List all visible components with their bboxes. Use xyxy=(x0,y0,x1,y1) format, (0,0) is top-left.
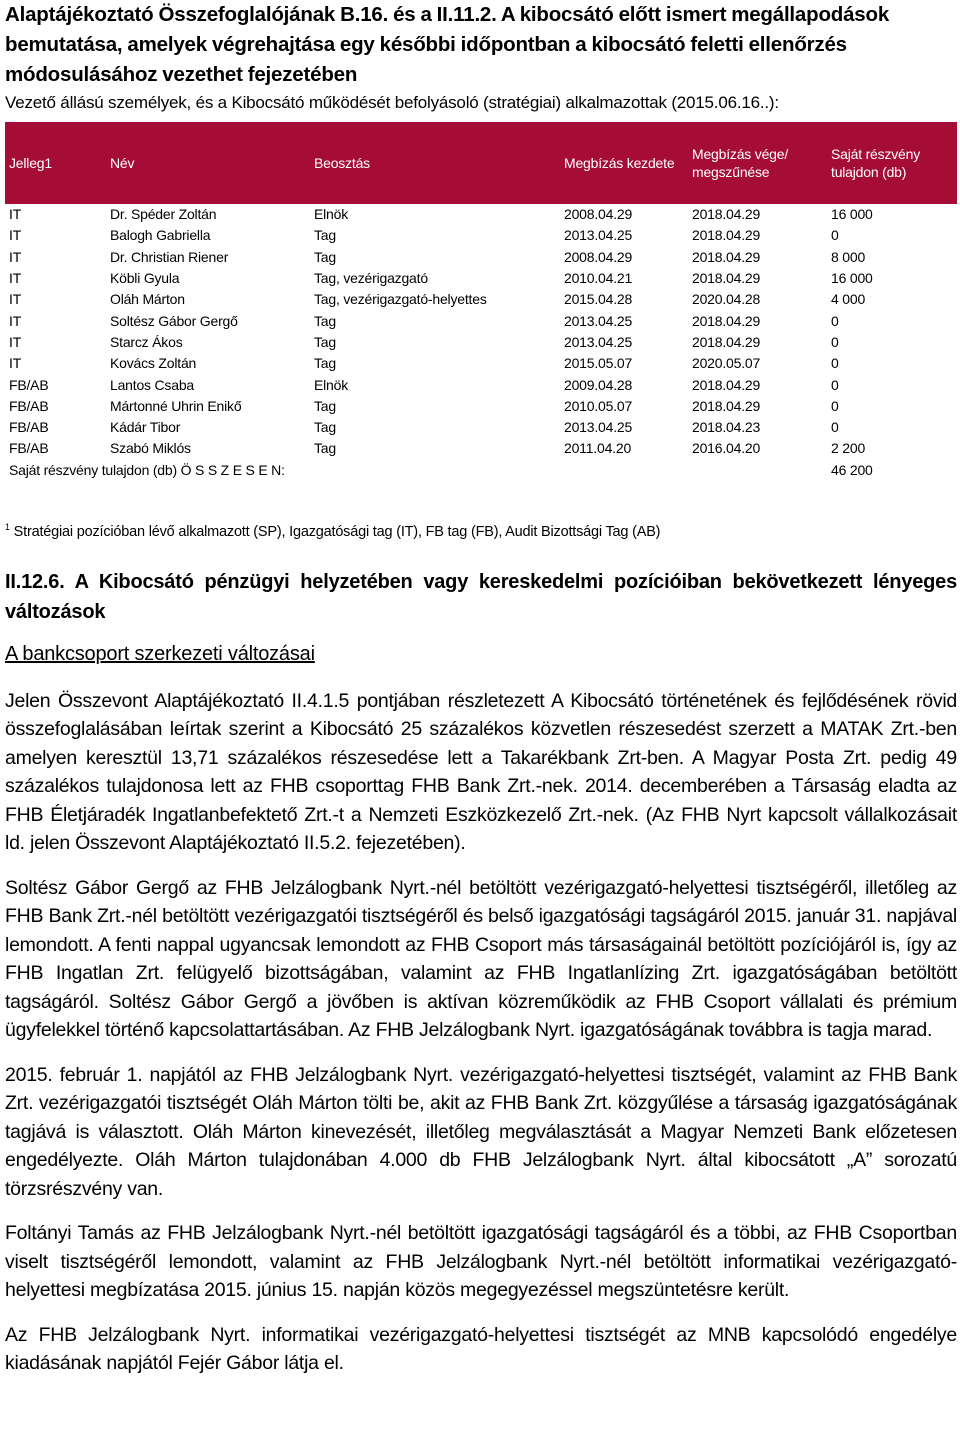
table-row xyxy=(5,289,957,310)
paragraph: Foltányi Tamás az FHB Jelzálogbank Nyrt.-nél betöltött igazgatósági tagságáról és a többi, az FHB Csoportban viselt tisztségéről lemondott, valamint az FHB Jelzálogbank Nyrt.-nél betöltött informatikai vezérigazgató-helyettesi megbízatása 2015. június 15. napján közös megegyezéssel megszüntetésre került. xyxy=(5,1222,957,1302)
table-cell: Tag xyxy=(314,333,336,350)
table-row xyxy=(5,225,957,246)
management-table xyxy=(5,122,957,481)
table-cell: 2018.04.23 xyxy=(692,419,761,436)
table-cell: Tag xyxy=(314,355,336,372)
table-cell: Elnök xyxy=(314,206,349,223)
paragraph: Soltész Gábor Gergő az FHB Jelzálogbank Nyrt.-nél betöltött vezérigazgató-helyettesi tisztségéről, illetőleg az FHB Bank Zrt.-nél betöltött vezérigazgatói tisztségéről és belső igazgatósági tagságáról 2015. január 31. napjával lemondott. A fenti nappal ugyancsak lemondott az FHB Csoport más társaságainál betöltött pozíciójáról is, így az FHB Ingatlan Zrt. felügyelő bizottságában, valamint az FHB Ingatlanlízing Zrt. igazgatóságában betöltött tagságáról. Soltész Gábor Gergő a jövőben is aktívan közreműködik az FHB Csoport vállalati és prémium ügyfelekkel történő kapcsolattartásában. Az FHB Jelzálogbank Nyrt. igazgatóságának továbbra is tagja marad. xyxy=(5,876,957,1042)
table-cell: Dr. Spéder Zoltán xyxy=(110,206,217,223)
table-cell: IT xyxy=(9,248,22,265)
table-cell: Tag, vezérigazgató xyxy=(314,270,428,287)
table-cell: 8 000 xyxy=(831,248,866,265)
table-cell: 0 xyxy=(831,333,839,350)
table-cell: 2013.04.25 xyxy=(564,312,633,329)
table-row xyxy=(5,204,957,225)
table-cell: Mártonné Uhrin Enikő xyxy=(110,397,242,414)
column-header: Saját részvény tulajdon (db) xyxy=(827,122,957,204)
table-cell: Kovács Zoltán xyxy=(110,355,197,372)
table-cell: 2 200 xyxy=(831,440,866,457)
table-cell: FB/AB xyxy=(9,419,49,436)
table-cell: 2013.04.25 xyxy=(564,419,633,436)
table-total-row xyxy=(5,460,957,481)
total-blank-cell xyxy=(560,460,827,481)
table-cell: Balogh Gabriella xyxy=(110,227,211,244)
paragraph: Jelen Összevont Alaptájékoztató II.4.1.5 pontjában részletezett A Kibocsátó történetének és fejlődésének rövid összefoglalásában leírtak szerint a Kibocsátó 25 százalékos közvetlen részesedést szerzett a MATAK Zrt.-ben amelyen keresztül 13,71 százalékos részesedése lett a Takarékbank Zrt-ben. A Magyar Posta Zrt. pedig 49 százalékos tulajdonosa lett az FHB csoporttag FHB Bank Zrt.-nek. 2014. decemberében a Társaság eladta az FHB Életjáradék Ingatlanbefektető Zrt.-t a Nemzeti Eszközkezelő Zrt.-nek. (Az FHB Nyrt kapcsolt vállalkozásait ld. jelen Összevont Alaptájékoztató II.5.2. fejezetében). xyxy=(5,689,957,855)
table-caption: Vezető állású személyek, és a Kibocsátó működését befolyásoló (stratégiai) alkalmazottak (2015.06.16..): xyxy=(5,93,779,112)
table-cell: 0 xyxy=(831,419,839,436)
column-header: Beosztás xyxy=(310,122,560,204)
table-cell: IT xyxy=(9,206,22,223)
paragraph: 2015. február 1. napjától az FHB Jelzálogbank Nyrt. vezérigazgató-helyettesi tisztségét, valamint az FHB Bank Zrt. vezérigazgatói tisztségét Oláh Márton tölti be, akit az FHB Bank Zrt. közgyűlése a társaság igazgatóságának tagjává is választott. Oláh Márton kinevezését, illetőleg megválasztását a Magyar Nemzeti Bank előzetesen engedélyezte. Oláh Márton tulajdonában 4.000 db FHB Jelzálogbank Nyrt. által kibocsátott „A” sorozatú törzsrészvény van. xyxy=(5,1063,957,1200)
table-cell: 2020.04.28 xyxy=(692,291,761,308)
table-row xyxy=(5,247,957,268)
table-cell: 2015.04.28 xyxy=(564,291,633,308)
table-cell: 2009.04.28 xyxy=(564,376,633,393)
footnote-marker: 1 xyxy=(5,521,10,532)
table-row xyxy=(5,268,957,289)
document-page xyxy=(5,0,957,1378)
table-cell: IT xyxy=(9,227,22,244)
table-cell: 0 xyxy=(831,355,839,372)
column-header: Megbízás kezdete xyxy=(560,122,688,204)
footnote-text: Stratégiai pozícióban lévő alkalmazott (SP), Igazgatósági tag (IT), FB tag (FB), Audit Bizottsági Tag (AB) xyxy=(13,523,661,540)
table-row xyxy=(5,396,957,417)
table-cell: Tag xyxy=(314,227,336,244)
table-cell: IT xyxy=(9,312,22,329)
table-header-row xyxy=(5,122,957,204)
table-cell: 2018.04.29 xyxy=(692,270,761,287)
table-row xyxy=(5,374,957,395)
table-cell: FB/AB xyxy=(9,376,49,393)
table-cell: 2018.04.29 xyxy=(692,227,761,244)
table-row xyxy=(5,310,957,331)
table-cell: Lantos Csaba xyxy=(110,376,194,393)
column-header: Név xyxy=(106,122,310,204)
table-cell: 2020.05.07 xyxy=(692,355,761,372)
table-cell: Tag xyxy=(314,312,336,329)
table-cell: FB/AB xyxy=(9,440,49,457)
table-cell: 4 000 xyxy=(831,291,866,308)
table-cell: Tag xyxy=(314,248,336,265)
total-label: Saját részvény tulajdon (db) Ö S S Z E S E N: xyxy=(9,461,285,478)
body-text xyxy=(5,687,957,1378)
table-cell: Szabó Miklós xyxy=(110,440,191,457)
table-cell: 0 xyxy=(831,376,839,393)
table-cell: Tag xyxy=(314,440,336,457)
footnote xyxy=(5,518,957,541)
table-cell: IT xyxy=(9,291,22,308)
table-cell: 2008.04.29 xyxy=(564,206,633,223)
table-cell: 2010.05.07 xyxy=(564,397,633,414)
table-cell: Starcz Ákos xyxy=(110,333,183,350)
table-cell: 2011.04.20 xyxy=(564,440,632,457)
column-header: Megbízás vége/ megszűnése xyxy=(688,122,827,204)
table-cell: 2018.04.29 xyxy=(692,312,761,329)
table-cell: Oláh Márton xyxy=(110,291,185,308)
table-cell: 16 000 xyxy=(831,270,873,287)
table-cell: IT xyxy=(9,270,22,287)
table-cell: Köbli Gyula xyxy=(110,270,180,287)
table-cell: Dr. Christian Riener xyxy=(110,248,229,265)
table-cell: Kádár Tibor xyxy=(110,419,181,436)
table-cell: Tag xyxy=(314,419,336,436)
table-cell: IT xyxy=(9,333,22,350)
table-cell: 2018.04.29 xyxy=(692,397,761,414)
table-cell: Tag, vezérigazgató-helyettes xyxy=(314,291,487,308)
table-cell: 2010.04.21 xyxy=(564,270,633,287)
subsection-title: A bankcsoport szerkezeti változásai xyxy=(5,642,315,665)
table-cell: 2018.04.29 xyxy=(692,376,761,393)
table-cell: 0 xyxy=(831,397,839,414)
table-cell: 2015.05.07 xyxy=(564,355,633,372)
table-body xyxy=(5,204,957,460)
table-cell: 2018.04.29 xyxy=(692,248,761,265)
table-cell: Tag xyxy=(314,397,336,414)
table-cell: 2018.04.29 xyxy=(692,206,761,223)
table-row xyxy=(5,353,957,374)
paragraph: Az FHB Jelzálogbank Nyrt. informatikai vezérigazgató-helyettesi tisztségét az MNB kapcsolódó engedélye kiadásának napjától Fejér Gábor látja el. xyxy=(5,1323,957,1375)
table-cell: FB/AB xyxy=(9,397,49,414)
column-header: Jelleg1 xyxy=(5,122,106,204)
section-title: II.12.6. A Kibocsátó pénzügyi helyzetében vagy kereskedelmi pozícióiban bekövetkezett lényeges változások xyxy=(5,570,957,623)
table-cell: 0 xyxy=(831,312,839,329)
table-row xyxy=(5,332,957,353)
table-cell: 2016.04.20 xyxy=(692,440,761,457)
table-cell: IT xyxy=(9,355,22,372)
table-cell: 2013.04.25 xyxy=(564,333,633,350)
table-cell: 2018.04.29 xyxy=(692,333,761,350)
total-value: 46 200 xyxy=(831,461,873,478)
table-cell: Soltész Gábor Gergő xyxy=(110,312,238,329)
table-row xyxy=(5,438,957,459)
table-cell: 2013.04.25 xyxy=(564,227,633,244)
table-cell: Elnök xyxy=(314,376,349,393)
document-heading: Alaptájékoztató Összefoglalójának B.16. és a II.11.2. A kibocsátó előtt ismert megállapodások bemutatása, amelyek végrehajtása egy későbbi időpontban a kibocsátó feletti ellenőrzés módosulásához vezethet fejezetében xyxy=(5,3,890,86)
table-cell: 2008.04.29 xyxy=(564,248,633,265)
table-row xyxy=(5,417,957,438)
table-cell: 16 000 xyxy=(831,206,873,223)
table-cell: 0 xyxy=(831,227,839,244)
